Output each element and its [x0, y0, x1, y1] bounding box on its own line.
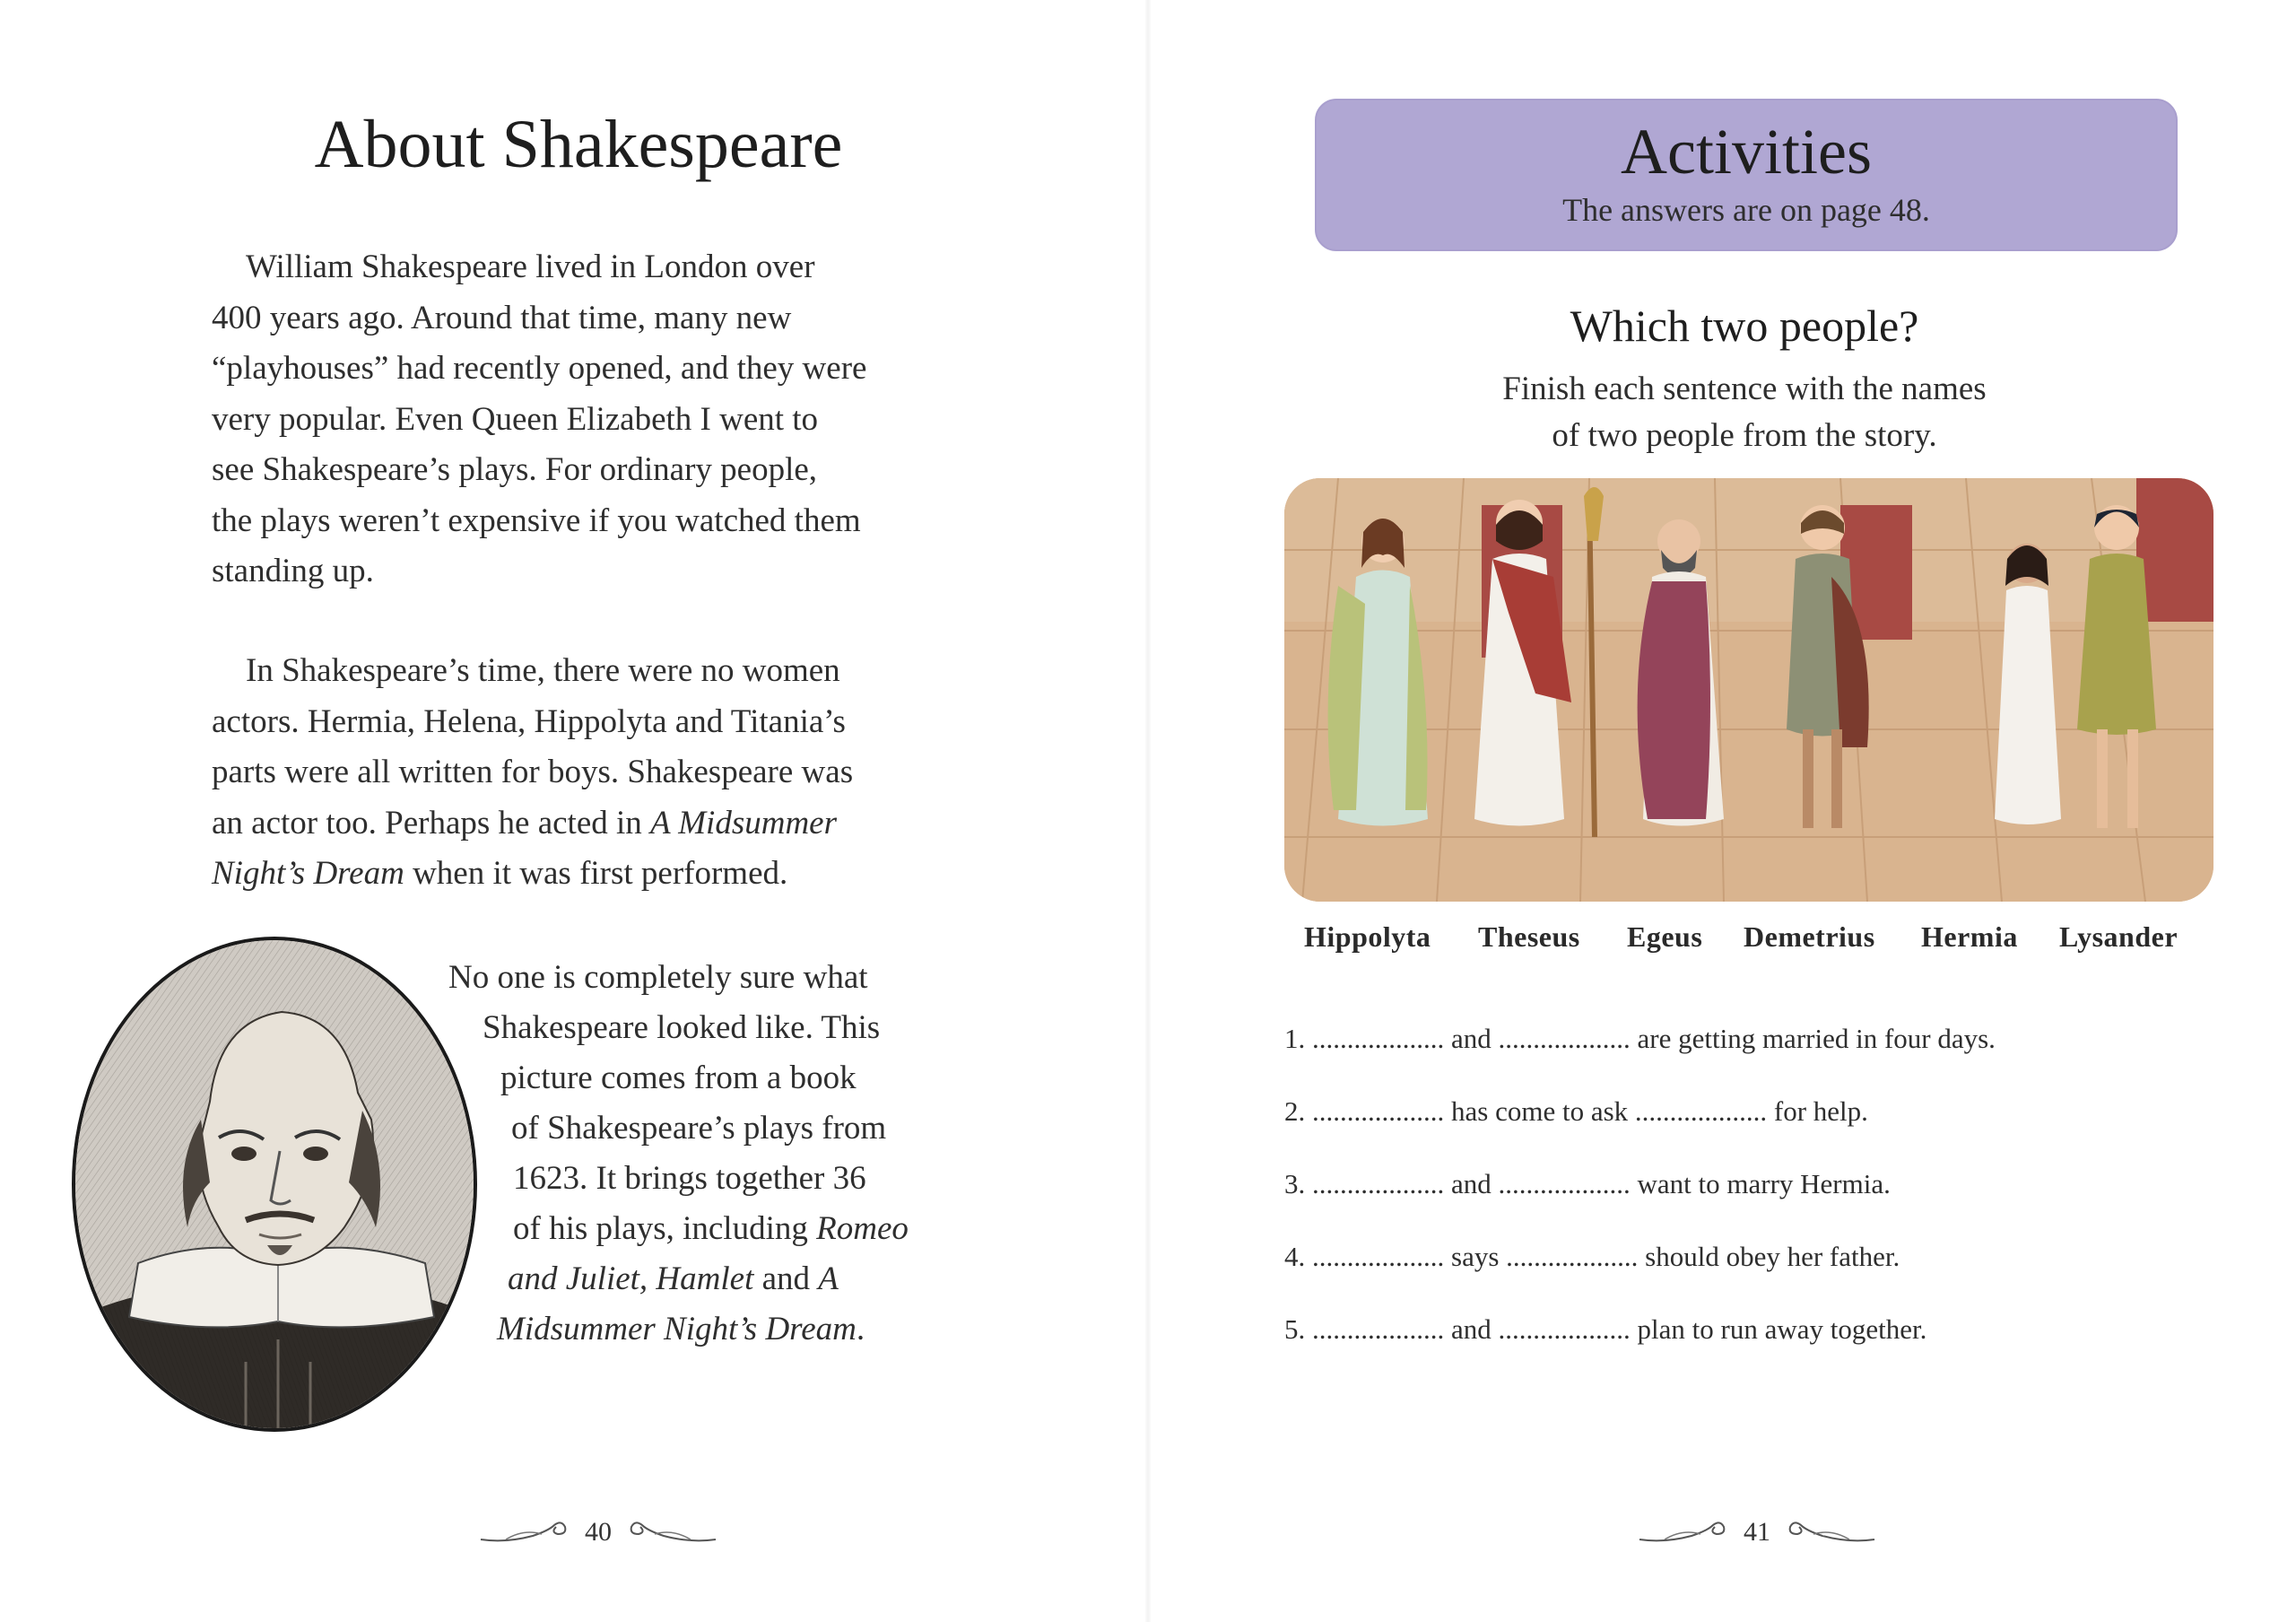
text-line: No one is completely sure what	[448, 959, 868, 996]
flourish-left-icon	[479, 1516, 569, 1548]
text-line	[212, 849, 974, 900]
characters-scene	[1284, 478, 2213, 902]
text-span: .	[856, 1311, 865, 1347]
character-name: Demetrius	[1744, 920, 1875, 953]
text-line: Shakespeare looked like. This	[483, 1009, 881, 1046]
sentence-item: 4. ................... says ................... should obey her father.	[1284, 1241, 1900, 1272]
character-name: Hippolyta	[1304, 920, 1431, 953]
character-names	[1284, 920, 2213, 960]
page-number-left	[479, 1516, 718, 1548]
text-line: very popular. Even Queen Elizabeth I went to	[212, 400, 819, 438]
text-span: and	[753, 1260, 819, 1297]
sentence-item: 3. ................... and ................... want to marry Hermia.	[1284, 1168, 1891, 1199]
shakespeare-portrait	[72, 937, 477, 1432]
text-line: 1623. It brings together 36	[513, 1160, 866, 1197]
activity-instructions	[1148, 366, 2296, 459]
text-line: William Shakespeare lived in London over	[246, 249, 815, 285]
page-number-right	[1638, 1516, 1876, 1548]
text-line	[508, 1254, 839, 1305]
banner-subtitle: The answers are on page 48.	[1562, 192, 1930, 228]
text-line: see Shakespeare’s plays. For ordinary people,	[212, 451, 818, 488]
text-line: standing up.	[212, 553, 374, 589]
sentence-item: 5. ................... and ................... plan to run away together.	[1284, 1313, 1927, 1345]
activities-banner	[1315, 99, 2178, 251]
intro-paragraph	[212, 242, 974, 597]
text-line: actors. Hermia, Helena, Hippolyta and Titania’s	[212, 702, 846, 740]
play-title: and Juliet, Hamlet	[508, 1260, 754, 1297]
banner-title: Activities	[1621, 116, 1872, 187]
character-name: Egeus	[1627, 920, 1703, 953]
sentence-list	[1284, 1023, 2235, 1386]
text-line: “playhouses” had recently opened, and they were	[212, 350, 867, 387]
flourish-left-icon	[1638, 1516, 1727, 1548]
sentence-item: 2. ................... has come to ask ................... for help.	[1284, 1095, 1868, 1127]
text-line	[497, 1304, 865, 1356]
play-title: A	[818, 1260, 839, 1297]
text-line: parts were all written for boys. Shakespeare was	[212, 754, 854, 790]
text-line	[212, 798, 974, 850]
play-title: Romeo	[816, 1210, 909, 1247]
flourish-right-icon	[628, 1516, 718, 1548]
text-line: the plays weren’t expensive if you watched them	[212, 501, 861, 539]
text-span: an actor too. Perhaps he acted in	[212, 804, 651, 842]
book-gutter	[1144, 0, 1152, 1622]
text-line: 400 years ago. Around that time, many new	[212, 299, 792, 336]
instruction-line: of two people from the story.	[1552, 417, 1937, 454]
play-title: Midsummer Night’s Dream	[497, 1311, 857, 1347]
text-line: of Shakespeare’s plays from	[511, 1110, 887, 1147]
activity-title: Which two people?	[1570, 301, 1919, 351]
character-name: Hermia	[1921, 920, 2018, 953]
text-span: of his plays, including	[513, 1210, 817, 1247]
page-number: 41	[1744, 1517, 1770, 1547]
text-line: picture comes from a book	[500, 1060, 857, 1096]
portrait-engraving	[75, 940, 477, 1432]
text-line: In Shakespeare’s time, there were no women	[246, 652, 840, 689]
text-span: when it was first performed.	[404, 855, 788, 892]
sentence-item: 1. ................... and ................... are getting married in four days.	[1284, 1023, 1996, 1054]
character-name: Theseus	[1478, 920, 1580, 953]
play-title: Night’s Dream	[212, 855, 404, 892]
page-number: 40	[585, 1517, 612, 1547]
characters-illustration	[1284, 478, 2213, 902]
character-name: Lysander	[2059, 920, 2179, 953]
instruction-line: Finish each sentence with the names	[1502, 371, 1987, 407]
page-title: About Shakespeare	[314, 107, 843, 182]
actors-paragraph	[212, 646, 974, 900]
play-title: A Midsummer	[650, 804, 837, 842]
text-line	[513, 1204, 909, 1255]
flourish-right-icon	[1787, 1516, 1876, 1548]
